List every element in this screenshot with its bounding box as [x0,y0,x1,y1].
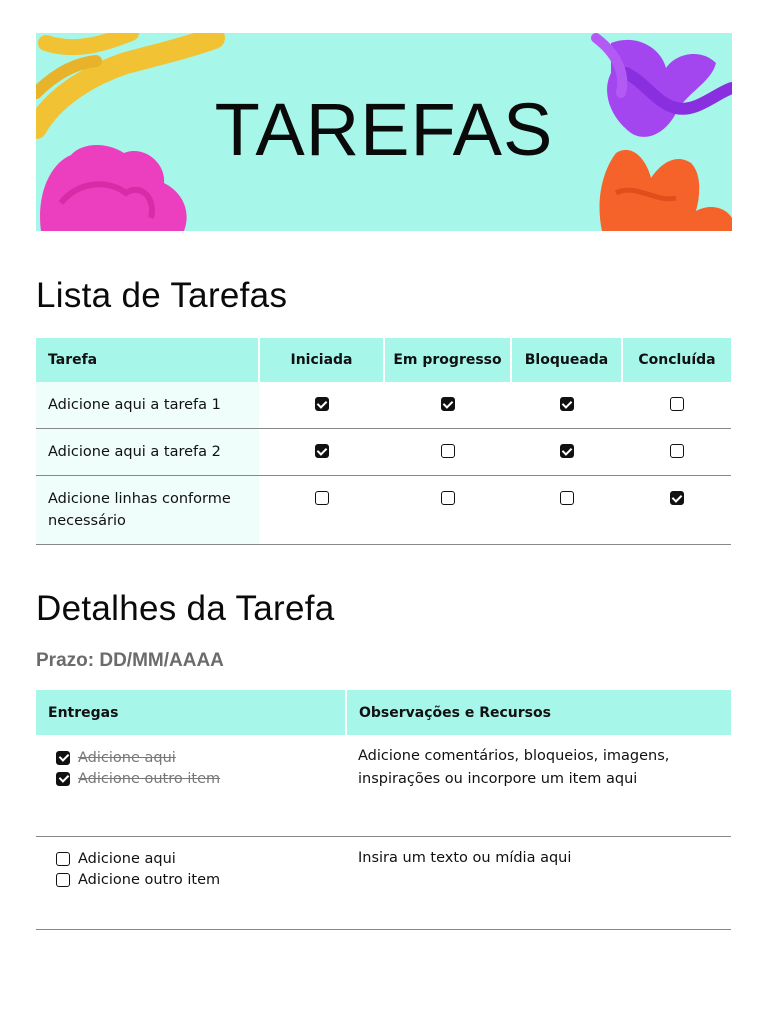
notes-cell: Adicione comentários, bloqueios, imagens, inspirações ou incorpore um item aqui [346,735,731,836]
checked-checkbox[interactable] [670,491,684,505]
column-header-blocked: Bloqueada [511,338,622,382]
checked-checkbox[interactable] [56,772,70,786]
column-header-notes: Observações e Recursos [346,690,731,735]
unchecked-checkbox[interactable] [56,852,70,866]
task-list-heading: Lista de Tarefas [36,276,288,315]
checklist-item-label: Adicione aqui [78,851,176,867]
deliverables-cell [36,735,346,836]
checklist-item-label: Adicione outro item [78,770,221,787]
unchecked-checkbox[interactable] [670,444,684,458]
task-row [36,476,731,545]
task-name-cell: Adicione linhas conforme necessário [36,476,259,545]
unchecked-checkbox[interactable] [441,444,455,458]
checked-checkbox[interactable] [56,751,70,765]
status-cell [622,429,731,476]
checklist-item[interactable] [56,870,346,891]
task-row [36,429,731,476]
status-cell [259,476,384,545]
task-details-heading: Detalhes da Tarefa [36,589,335,628]
page-title: TAREFAS [214,88,554,171]
checklist-item-label: Adicione aqui [78,749,176,766]
status-cell [511,382,622,429]
task-list-table [36,338,731,545]
status-cell [259,382,384,429]
checklist-item[interactable] [56,768,346,789]
checklist-item-label: Adicione outro item [78,872,221,888]
checked-checkbox[interactable] [315,444,329,458]
checked-checkbox[interactable] [441,397,455,411]
deliverables-cell [36,836,346,929]
column-header-started: Iniciada [259,338,384,382]
unchecked-checkbox[interactable] [56,873,70,887]
checked-checkbox[interactable] [560,444,574,458]
task-details-header-row [36,690,731,735]
checklist-item[interactable] [56,747,346,768]
status-cell [622,476,731,545]
notes-cell: Insira um texto ou mídia aqui [346,836,731,929]
status-cell [384,429,511,476]
task-list-header-row [36,338,731,382]
checked-checkbox[interactable] [560,397,574,411]
checklist-item[interactable] [56,849,346,870]
unchecked-checkbox[interactable] [560,491,574,505]
column-header-deliverables: Entregas [36,690,346,735]
column-header-task: Tarefa [36,338,259,382]
checked-checkbox[interactable] [315,397,329,411]
unchecked-checkbox[interactable] [315,491,329,505]
header-banner [36,33,732,231]
status-cell [384,382,511,429]
status-cell [384,476,511,545]
column-header-completed: Concluída [622,338,731,382]
unchecked-checkbox[interactable] [441,491,455,505]
status-cell [511,429,622,476]
column-header-in-progress: Em progresso [384,338,511,382]
deadline-label: Prazo: DD/MM/AAAA [36,650,224,671]
task-row [36,382,731,429]
status-cell [259,429,384,476]
deliverable-row [36,836,731,929]
status-cell [511,476,622,545]
task-name-cell: Adicione aqui a tarefa 2 [36,429,259,476]
status-cell [622,382,731,429]
deliverable-row [36,735,731,836]
task-details-table [36,690,731,930]
task-name-cell: Adicione aqui a tarefa 1 [36,382,259,429]
unchecked-checkbox[interactable] [670,397,684,411]
